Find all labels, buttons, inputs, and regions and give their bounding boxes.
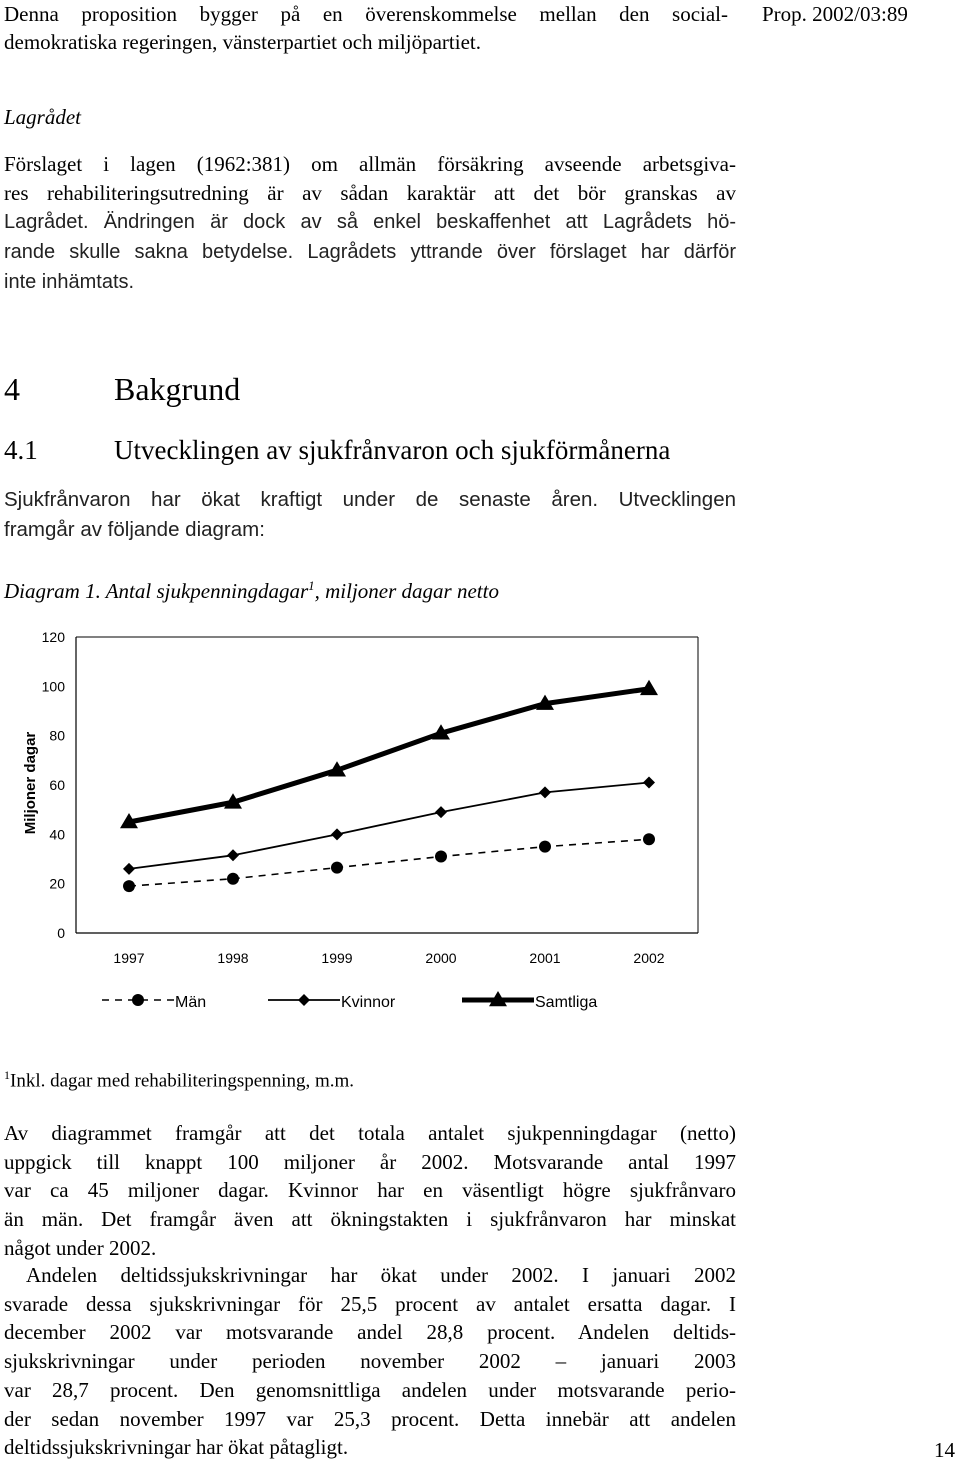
x-tick-label: 2002	[633, 950, 665, 966]
section-4-number: 4	[4, 371, 20, 407]
legend-label: Män	[175, 994, 207, 1011]
y-tick-label: 20	[49, 875, 65, 892]
series-1-point-diamond-marker	[123, 863, 135, 875]
prop-reference: Prop. 2002/03:89	[762, 2, 908, 26]
body-p2-line-5: var 28,7 procent. Den genomsnittliga andelen under motsvarande perio-	[4, 1377, 736, 1402]
body-paragraph-1	[4, 1119, 736, 1263]
footnote	[4, 1062, 354, 1094]
series-0-point-circle-marker	[331, 862, 343, 874]
series-0-line	[129, 839, 649, 886]
y-tick-label: 40	[49, 826, 65, 843]
lagradet-line-1: Förslaget i lagen (1962:381) om allmän försäkring avseende arbetsgiva-	[4, 152, 736, 176]
body-p2-line-2: svarade dessa sjukskrivningar för 25,5 procent av antalet ersatta dagar. I	[4, 1291, 736, 1316]
footnote-mark: 1	[4, 1068, 10, 1082]
lagradet-line-5: inte inhämtats.	[4, 271, 135, 293]
body-p1-line-2: uppgick till knappt 100 miljoner år 2002. Motsvarande antal 1997	[4, 1149, 736, 1174]
legend-swatch-circle-marker	[132, 994, 144, 1006]
series-1-point-diamond-marker	[643, 777, 655, 789]
lagradet-paragraph-2	[4, 207, 736, 297]
lagradet-paragraph-1	[4, 150, 736, 208]
series-0-point-circle-marker	[539, 841, 551, 853]
series-1-point-diamond-marker	[539, 786, 551, 798]
section-4-1-number: 4.1	[4, 435, 38, 465]
section-4-1-intro	[4, 485, 736, 545]
body-p1-line-4: än män. Det framgår även att ökningstakten i sjukfrånvaron har minskat	[4, 1207, 736, 1232]
chart-legend	[102, 991, 597, 1011]
y-tick-label: 80	[49, 727, 65, 744]
page-number: 14	[934, 1438, 955, 1462]
chart-y-axis-label: Miljoner dagar	[22, 731, 39, 835]
x-tick-label: 1999	[321, 950, 353, 966]
series-1-point-diamond-marker	[435, 806, 447, 818]
footnote-text: Inkl. dagar med rehabiliteringspenning, m.m.	[10, 1070, 355, 1092]
legend-swatch-diamond-marker	[298, 994, 310, 1006]
y-tick-label: 100	[41, 678, 65, 695]
legend-label: Kvinnor	[341, 994, 396, 1011]
body-p1-line-1: Av diagrammet framgår att det totala antalet sjukpenningdagar (netto)	[4, 1121, 736, 1145]
lagradet-line-3: Lagrådet. Ändringen är dock av så enkel beskaffenhet att Lagrådets hö-	[4, 211, 736, 233]
chart-axes	[76, 637, 698, 933]
series-1-point-diamond-marker	[227, 849, 239, 861]
chart-y-ticks	[42, 629, 66, 941]
x-tick-label: 1998	[217, 950, 249, 966]
y-tick-label: 60	[49, 777, 65, 793]
body-paragraph-2	[4, 1261, 736, 1462]
section-4-heading	[4, 369, 704, 409]
section-4-1-heading	[4, 432, 764, 468]
x-tick-label: 1997	[113, 950, 145, 966]
page-header-intro	[4, 0, 728, 56]
series-1-line	[129, 783, 649, 869]
chart-series	[120, 680, 658, 892]
diagram-caption-suffix: , miljoner dagar netto	[314, 579, 499, 603]
intro-line-2: framgår av följande diagram:	[4, 518, 265, 541]
body-p1-line-3: var ca 45 miljoner dagar. Kvinnor har en väsentligt högre sjukfrånvaro	[4, 1178, 736, 1203]
series-0-point-circle-marker	[435, 851, 447, 863]
lagradet-heading: Lagrådet	[4, 105, 82, 129]
series-1-point-diamond-marker	[331, 828, 343, 840]
diagram-caption-footnote-mark: 1	[308, 578, 315, 593]
y-tick-label: 120	[41, 629, 65, 645]
y-tick-label: 0	[57, 925, 65, 941]
body-p2-line-7: deltidssjukskrivningar har ökat påtagligt.	[4, 1435, 349, 1460]
legend-label: Samtliga	[535, 994, 598, 1011]
body-p2-line-3: december 2002 var motsvarande andel 28,8 procent. Andelen deltids-	[4, 1320, 736, 1345]
section-4-title: Bakgrund	[114, 371, 241, 407]
series-0-point-circle-marker	[227, 873, 239, 885]
section-4-1-title: Utvecklingen av sjukfrånvaron och sjukförmånerna	[114, 435, 671, 465]
body-p1-line-5: något under 2002.	[4, 1235, 157, 1260]
series-0-point-circle-marker	[123, 880, 135, 892]
lagradet-line-2: res rehabiliteringsutredning är av sådan karaktär att det bör granskas av	[4, 181, 736, 205]
lagradet-line-4: rande skulle sakna betydelse. Lagrådets yttrande över förslaget har därför	[4, 241, 736, 263]
header-intro-line-2: demokratiska regeringen, vänsterpartiet och miljöpartiet.	[4, 30, 481, 54]
series-0-point-circle-marker	[643, 833, 655, 845]
body-p2-line-4: sjukskrivningar under perioden november 2002 – januari 2003	[4, 1349, 736, 1374]
diagram-caption	[4, 572, 499, 605]
chart-x-ticks	[113, 950, 664, 966]
sick-days-line-chart	[0, 620, 720, 1030]
body-p2-line-6: der sedan november 1997 var 25,3 procent. Detta innebär att andelen	[4, 1406, 736, 1431]
body-p2-line-1: Andelen deltidssjukskrivningar har ökat under 2002. I januari 2002	[26, 1263, 736, 1287]
intro-line-1: Sjukfrånvaron har ökat kraftigt under de senaste åren. Utvecklingen	[4, 488, 736, 511]
x-tick-label: 2001	[529, 950, 561, 966]
series-2-line	[129, 689, 649, 822]
x-tick-label: 2000	[425, 950, 457, 966]
header-intro-line-1: Denna proposition bygger på en överenskommelse mellan den social-	[4, 2, 728, 26]
diagram-caption-prefix: Diagram 1. Antal sjukpenningdagar	[4, 579, 309, 603]
